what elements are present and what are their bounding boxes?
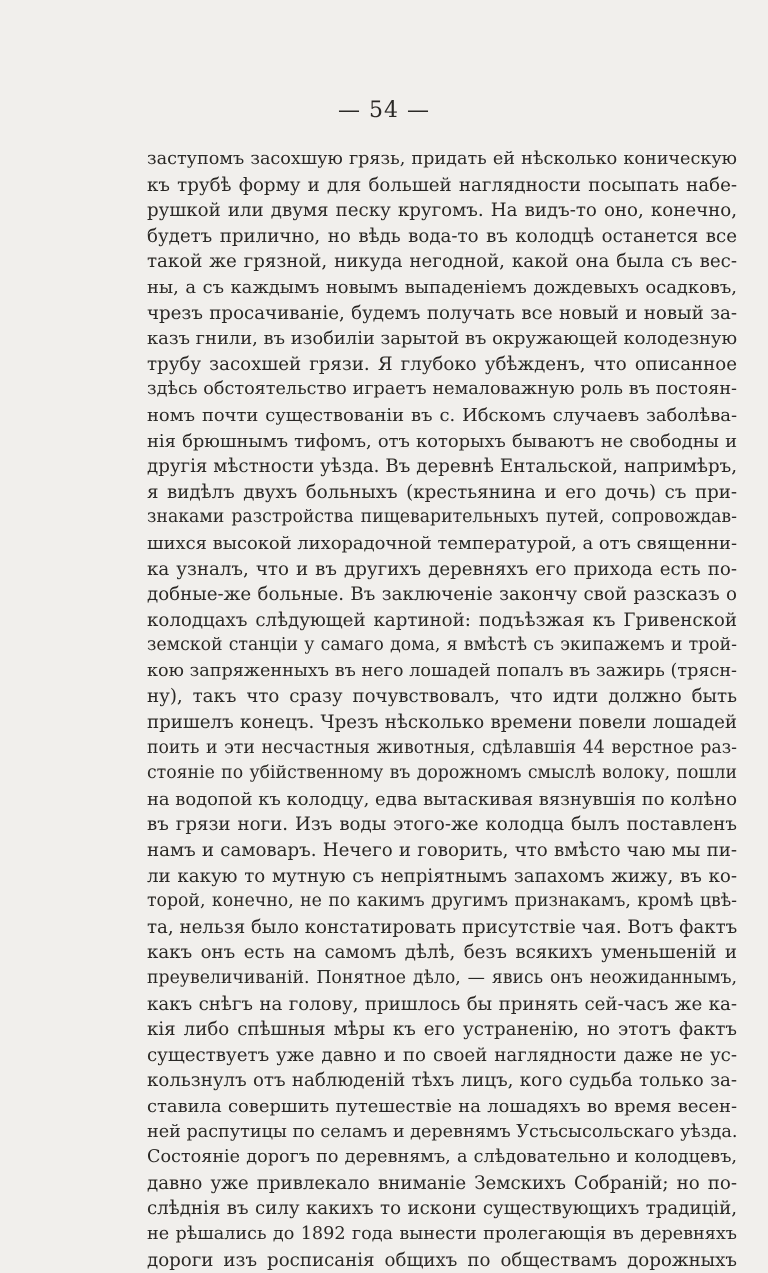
text-line: давно уже привлекало вниманіе Земскихъ Собраній; но по- bbox=[147, 1172, 737, 1194]
text-line: дороги изъ росписанія общихъ по обществамъ дорожныхъ bbox=[147, 1249, 737, 1271]
text-line: другія мѣстности уѣзда. Въ деревнѣ Ентальской, напримѣръ, bbox=[147, 456, 737, 478]
text-line: существуетъ уже давно и по своей наглядности даже не ус- bbox=[147, 1044, 737, 1066]
text-line: колодцахъ слѣдующей картиной: подъѣзжая къ Гривенской bbox=[147, 609, 737, 631]
text-line: стояніе по убійственному въ дорожномъ смыслѣ волоку, пошли bbox=[147, 763, 737, 784]
text-line: я видѣлъ двухъ больныхъ (крестьянина и его дочь) съ при- bbox=[147, 481, 737, 503]
text-line: кользнулъ отъ наблюденій тѣхъ лицъ, кого судьба только за- bbox=[147, 1070, 737, 1092]
text-line: земской станціи у самаго дома, я вмѣстѣ съ экипажемъ и трой- bbox=[147, 635, 737, 656]
text-line: какъ снѣгъ на голову, пришлось бы принять сей-часъ же ка- bbox=[147, 993, 737, 1015]
text-line: добные-же больные. Въ заключеніе закончу свой разсказъ о bbox=[147, 584, 737, 606]
text-line: ну), такъ что сразу почувствовалъ, что идти должно быть bbox=[147, 686, 737, 708]
text-line: торой, конечно, не по какимъ другимъ признакамъ, кромѣ цвѣ- bbox=[147, 891, 737, 912]
text-line: шихся высокой лихорадочной температурой, а отъ священни- bbox=[147, 532, 737, 554]
text-line: ли какую то мутную съ непріятнымъ запахомъ жижу, въ ко- bbox=[147, 865, 737, 887]
body-text bbox=[147, 147, 737, 1273]
text-line: намъ и самоваръ. Нечего и говорить, что вмѣсто чаю мы пи- bbox=[147, 840, 737, 862]
text-line: заступомъ засохшую грязь, придать ей нѣсколько коническую bbox=[147, 149, 737, 169]
text-line: чрезъ просачиваніе, будемъ получать все новый и новый за- bbox=[147, 302, 737, 324]
text-line: рушкой или двумя песку кругомъ. На видъ-то оно, конечно, bbox=[147, 200, 737, 222]
text-line: ставила совершить путешествіе на лошадяхъ во время весен- bbox=[147, 1095, 737, 1117]
text-line: казъ гнили, въ изобиліи зарытой въ окружающей колодезную bbox=[147, 328, 737, 350]
text-line: ны, а съ каждымъ новымъ выпаденіемъ дождевыхъ осадковъ, bbox=[147, 276, 737, 298]
text-line: будетъ прилично, но вѣдь вода-то въ колодцѣ останется все bbox=[147, 225, 737, 247]
text-line: ней распутицы по селамъ и деревнямъ Устьсысольскаго уѣзда. bbox=[147, 1121, 737, 1142]
text-line: Состояніе дорогъ по деревнямъ, а слѣдовательно и колодцевъ, bbox=[147, 1147, 737, 1168]
text-line: преувеличиваній. Понятное дѣло, — явись онъ неожиданнымъ, bbox=[147, 968, 737, 988]
text-line: въ грязи ноги. Изъ воды этого-же колодца былъ поставленъ bbox=[147, 814, 737, 836]
text-line: на водопой къ колодцу, едва вытаскивая вязнувшія по колѣно bbox=[147, 788, 737, 810]
text-line: знаками разстройства пищеварительныхъ путей, сопровождав- bbox=[147, 507, 737, 528]
text-line: нія брюшнымъ тифомъ, отъ которыхъ бываютъ не свободны и bbox=[147, 430, 737, 452]
text-line: кою запряженныхъ въ него лошадей попалъ въ зажирь (трясн- bbox=[147, 660, 737, 681]
text-line: та, нельзя было констатировать присутствіе чая. Вотъ фактъ bbox=[147, 916, 737, 938]
text-line: слѣднія въ силу какихъ то искони существующихъ традицій, bbox=[147, 1198, 737, 1220]
text-line: ка узналъ, что и въ другихъ деревняхъ его прихода есть по- bbox=[147, 558, 737, 580]
text-line: кія либо спѣшныя мѣры къ его устраненію, но этотъ фактъ bbox=[147, 1019, 737, 1041]
text-line: какъ онъ есть на самомъ дѣлѣ, безъ всякихъ уменьшеній и bbox=[147, 942, 737, 964]
text-line: не рѣшались до 1892 года вынести пролегающія въ деревняхъ bbox=[147, 1223, 737, 1244]
page-number: — 54 — bbox=[338, 98, 430, 123]
text-line: трубу засохшей грязи. Я глубоко убѣжденъ, что описанное bbox=[147, 353, 737, 375]
text-line: къ трубѣ форму и для большей наглядности посыпать набе- bbox=[147, 174, 737, 196]
text-line: номъ почти существованіи въ с. Ибскомъ случаевъ заболѣва- bbox=[147, 404, 737, 426]
text-line: здѣсь обстоятельство играетъ немаловажную роль въ постоян- bbox=[147, 379, 737, 400]
text-line: поить и эти несчастныя животныя, сдѣлавшія 44 верстное раз- bbox=[147, 737, 737, 758]
text-line: пришелъ конецъ. Чрезъ нѣсколько времени повели лошадей bbox=[147, 712, 737, 734]
text-line: такой же грязной, никуда негодной, какой она была съ вес- bbox=[147, 251, 737, 273]
